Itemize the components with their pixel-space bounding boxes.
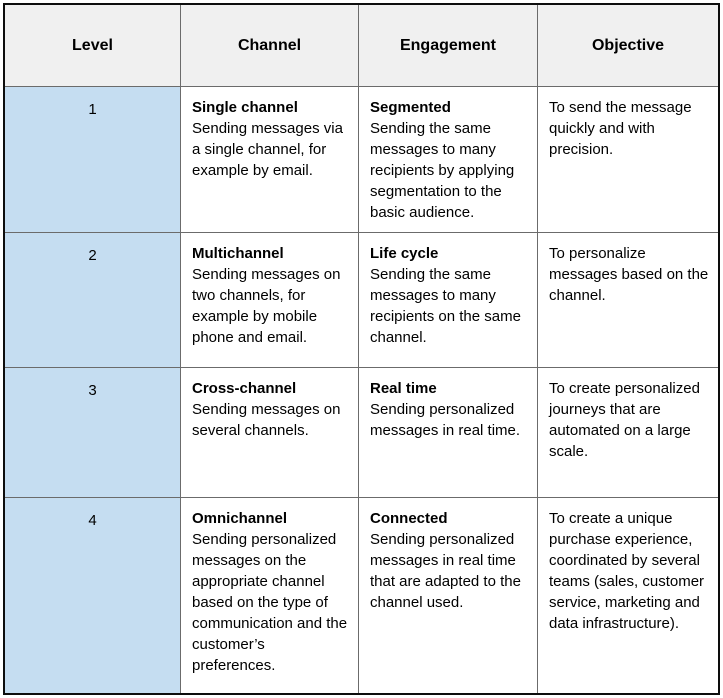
engagement-title: Segmented — [370, 99, 451, 116]
column-header-channel: Channel — [181, 5, 359, 87]
level-cell: 1 — [5, 87, 181, 233]
objective-cell — [538, 87, 718, 233]
engagement-description: Sending the same messages to many recipients by applying segmentation to the basic audience. — [370, 120, 515, 221]
channel-title: Omnichannel — [192, 510, 288, 527]
channel-description: Sending messages via a single channel, for example by email. — [192, 120, 343, 179]
channel-cell — [181, 498, 359, 693]
engagement-title: Connected — [370, 510, 448, 527]
engagement-title: Life cycle — [370, 245, 439, 262]
column-header-objective: Objective — [538, 5, 718, 87]
objective-text: To personalize messages based on the channel. — [549, 245, 709, 304]
column-header-engagement: Engagement — [359, 5, 538, 87]
objective-text: To send the message quickly and with precision. — [549, 99, 692, 158]
engagement-description: Sending personalized messages in real time. — [370, 401, 521, 439]
channel-cell — [181, 368, 359, 498]
engagement-description: Sending the same messages to many recipients on the same channel. — [370, 266, 521, 346]
channel-description: Sending personalized messages on the appropriate channel based on the type of communication and the customer’s preferences. — [192, 531, 348, 674]
engagement-cell — [359, 87, 538, 233]
objective-cell — [538, 498, 718, 693]
level-cell: 3 — [5, 368, 181, 498]
objective-text: To create personalized journeys that are automated on a large scale. — [549, 380, 700, 460]
channel-description: Sending messages on two channels, for example by mobile phone and email. — [192, 266, 341, 346]
channel-description: Sending messages on several channels. — [192, 401, 341, 439]
channel-cell — [181, 87, 359, 233]
column-header-level: Level — [5, 5, 181, 87]
objective-cell — [538, 233, 718, 368]
engagement-cell — [359, 233, 538, 368]
engagement-cell — [359, 368, 538, 498]
level-cell: 2 — [5, 233, 181, 368]
channel-title: Single channel — [192, 99, 298, 116]
objective-cell — [538, 368, 718, 498]
maturity-levels-table — [3, 3, 720, 695]
channel-title: Multichannel — [192, 245, 284, 262]
engagement-description: Sending personalized messages in real time that are adapted to the channel used. — [370, 531, 521, 611]
engagement-cell — [359, 498, 538, 693]
level-cell: 4 — [5, 498, 181, 693]
channel-title: Cross-channel — [192, 380, 297, 397]
objective-text: To create a unique purchase experience, coordinated by several teams (sales, customer service, marketing and data infrastructure). — [549, 510, 705, 632]
channel-cell — [181, 233, 359, 368]
engagement-title: Real time — [370, 380, 437, 397]
